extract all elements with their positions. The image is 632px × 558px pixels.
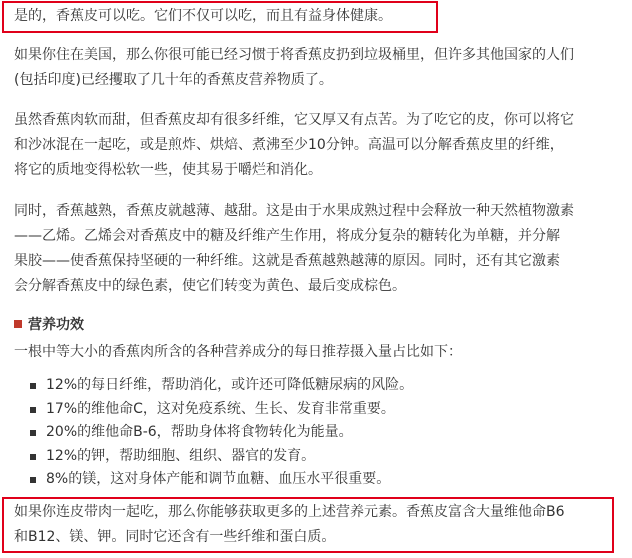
paragraph-usa: [14, 43, 622, 93]
bullet-icon: [30, 383, 36, 389]
heading-text: 营养功效: [28, 317, 84, 333]
bullet-icon: [30, 407, 36, 413]
text-line: 如果你住在美国，那么你很可能已经习惯于将香蕉皮扔到垃圾桶里，但许多其他国家的人们: [14, 47, 574, 63]
bullet-icon: [30, 454, 36, 460]
text-line: 同时，香蕉越熟，香蕉皮就越薄、越甜。这是由于水果成熟过程中会释放一种天然植物激素: [14, 203, 574, 219]
text-line: 将它的质地变得松软一些，使其易于嚼烂和消化。: [14, 162, 322, 178]
nutrition-list: [14, 374, 413, 492]
text-line: (包括印度)已经攫取了几十年的香蕉皮营养物质了。: [14, 72, 333, 88]
text-line: 和沙冰混在一起吃，或是煎炸、烘焙、煮沸至少10分钟。高温可以分解香蕉皮里的纤维，: [14, 137, 564, 153]
text-line: 是的，香蕉皮可以吃。它们不仅可以吃，而且有益身体健康。: [14, 8, 392, 24]
text-line: 一根中等大小的香蕉肉所含的各种营养成分的每日推荐摄入量占比如下：: [14, 344, 462, 360]
heading-marker-icon: [14, 320, 22, 328]
paragraph-ripeness: [14, 199, 622, 299]
paragraph-fiber: [14, 108, 622, 183]
bullet-icon: [30, 477, 36, 483]
list-item: 12%的每日纤维，帮助消化，或许还可降低糖尿病的风险。: [14, 374, 413, 398]
highlight-box-bottom: [2, 497, 614, 553]
text-line: 如果你连皮带肉一起吃，那么你能够获取更多的上述营养元素。香蕉皮富含大量维他命B6: [14, 504, 565, 520]
highlight-box-top: [2, 1, 438, 33]
text-line: ——乙烯。乙烯会对香蕉皮中的糖及纤维产生作用，将成分复杂的糖转化为单糖，并分解: [14, 228, 560, 244]
text-line: 虽然香蕉肉软而甜，但香蕉皮却有很多纤维，它又厚又有点苦。为了吃它的皮，你可以将它: [14, 112, 574, 128]
bullet-icon: [30, 430, 36, 436]
section-heading: [14, 314, 84, 336]
text-line: 会分解香蕉皮中的绿色素，使它们转变为黄色、最后变成棕色。: [14, 278, 406, 294]
paragraph-nutrition-intro: [14, 340, 622, 365]
list-item: 8%的镁，这对身体产能和调节血糖、血压水平很重要。: [14, 468, 413, 492]
list-item: 20%的维他命B-6，帮助身体将食物转化为能量。: [14, 421, 413, 445]
list-item: 12%的钾，帮助细胞、组织、器官的发育。: [14, 445, 413, 469]
list-item: 17%的维他命C，这对免疫系统、生长、发育非常重要。: [14, 398, 413, 422]
text-line: 和B12、镁、钾。同时它还含有一些纤维和蛋白质。: [14, 529, 336, 545]
text-line: 果胶——使香蕉保持坚硬的一种纤维。这就是香蕉越熟越薄的原因。同时，还有其它激素: [14, 253, 560, 269]
